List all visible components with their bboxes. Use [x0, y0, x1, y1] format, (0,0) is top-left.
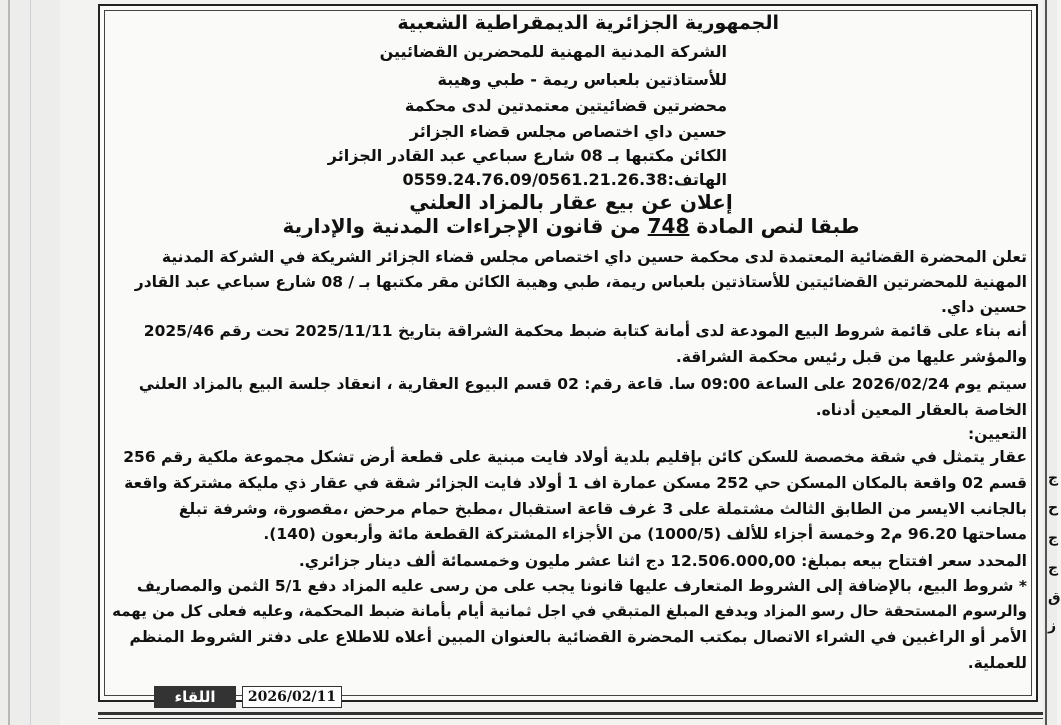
- legal-basis-prefix: طبقا لنص المادة: [696, 214, 860, 238]
- company-name: الشركة المدنية المهنية للمحضرين القضائيين: [379, 42, 727, 61]
- column-rule: [1045, 0, 1047, 725]
- body-line: مساحتها 96.20 م2 وخمسة أجزاء للألف (1000/5) من الأجزاء المشتركة القطعة مائة وأربعون (140).: [263, 525, 1027, 543]
- role-line: محضرتين قضائيتين معتمدتين لدى محكمة: [404, 96, 727, 115]
- column-rule: [8, 0, 10, 725]
- article-number: 748: [647, 214, 690, 238]
- column-rule: [30, 0, 31, 725]
- bottom-rule: [98, 718, 1043, 719]
- body-line: الخاصة بالعقار المعين أدناه.: [815, 401, 1027, 419]
- body-line: تعلن المحضرة القضائية المعتمدة لدى محكمة حسين داي اختصاص مجلس قضاء الجزائر الشريكة في الشركة المدنية: [161, 248, 1027, 266]
- partners-line: للأستاذتين بلعباس ريمة - طبي وهيبة: [437, 70, 727, 89]
- body-line: سيتم يوم 2026/02/24 على الساعة 09:00 سا. قاعة رقم: 02 قسم البيوع العقارية ، انعقاد جلسة البيع بالمزاد العلني: [138, 375, 1027, 393]
- office-address: الكائن مكتبها بـ 08 شارع سباعي عبد القادر الجزائر: [327, 146, 727, 165]
- body-line: بالجانب الايسر من الطابق الثالث مشتملة على 3 غرف قاعة استقبال ،مطبخ حمام مرحض ،مقصورة، وشرفة تبلغ: [178, 500, 1027, 518]
- phone-line: [104, 170, 727, 189]
- phone-label: الهاتف:: [667, 170, 727, 189]
- body-line: للعملية.: [967, 654, 1027, 672]
- body-line: الأمر أو الراغبين في الشراء الاتصال بمكتب المحضرة القضائية بالعنوان المبين أعلاه للاطلاع على دفتر الشروط المنظم: [129, 628, 1027, 646]
- legal-basis-suffix: من قانون الإجراءات المدنية والإدارية: [282, 214, 641, 238]
- opening-price-line: المحدد سعر افتتاح بيعه بمبلغ: 12.506.000,00 دج اثنا عشر مليون وخمسمائة ألف دينار جزائري.: [298, 552, 1027, 570]
- adjacent-page-left: [0, 0, 60, 725]
- edge-glyph: ز: [1048, 618, 1057, 634]
- legal-basis-title: [104, 214, 1038, 238]
- body-line: عقار يتمثل في شقة مخصصة للسكن كائن بإقليم بلدية أولاد فايت مبنية على قطعة أرض تشكل مجموعة ملكية رقم 256: [123, 448, 1027, 466]
- republic-heading: الجمهورية الجزائرية الديمقراطية الشعبية: [397, 12, 779, 34]
- body-line: المهنية للمحضرتين القضائيتين للأستاذتين بلعباس ريمة، طبي وهيبة الكائن مقر مكتبها بـ / 08 شارع سباعي عبد القادر: [134, 273, 1027, 291]
- publication-date: 2026/02/11: [242, 686, 342, 708]
- bottom-rule: [98, 712, 1043, 715]
- section-label: التعيين:: [967, 425, 1027, 443]
- edge-glyph: ج: [1048, 530, 1059, 546]
- edge-glyph: ق: [1048, 590, 1061, 606]
- body-line: أنه بناء على قائمة شروط البيع المودعة لدى أمانة كتابة ضبط محكمة الشراقة بتاريخ 2025/11/11 تحت رقم 2025/46: [143, 322, 1027, 340]
- body-line: قسم 02 واقعة بالمكان المسكن حي 252 مسكن عمارة اف 1 أولاد فايت الجزائر شقة في عقار ذي مليكة مشتركة واقعة: [124, 474, 1027, 492]
- body-line: حسين داي.: [941, 298, 1027, 316]
- body-line: * شروط البيع، بالإضافة إلى الشروط المتعارف عليها قانونا يجب على من رسى عليه المزاد دفع 5/1 الثمن والمصاريف: [136, 577, 1027, 595]
- phone-numbers: 0559.24.76.09/0561.21.26.38: [402, 170, 668, 189]
- adjacent-page-right: [1043, 0, 1061, 725]
- edge-glyph: ج: [1048, 560, 1059, 576]
- body-line: والرسوم المستحقة حال رسو المزاد ويدفع المبلغ المتبقي في اجل ثمانية أيام بأمانة ضبط المحكمة، وعليه فعلى كل من يهمه: [112, 602, 1027, 620]
- newspaper-name: اللقاء: [154, 686, 236, 708]
- edge-glyph: ح: [1048, 500, 1059, 516]
- announcement-title: إعلان عن بيع عقار بالمزاد العلني: [409, 190, 733, 214]
- jurisdiction-line: حسين داي اختصاص مجلس قضاء الجزائر: [409, 122, 727, 141]
- edge-glyph: ج: [1048, 470, 1059, 486]
- body-line: والمؤشر عليها من قبل رئيس محكمة الشراقة.: [675, 348, 1027, 366]
